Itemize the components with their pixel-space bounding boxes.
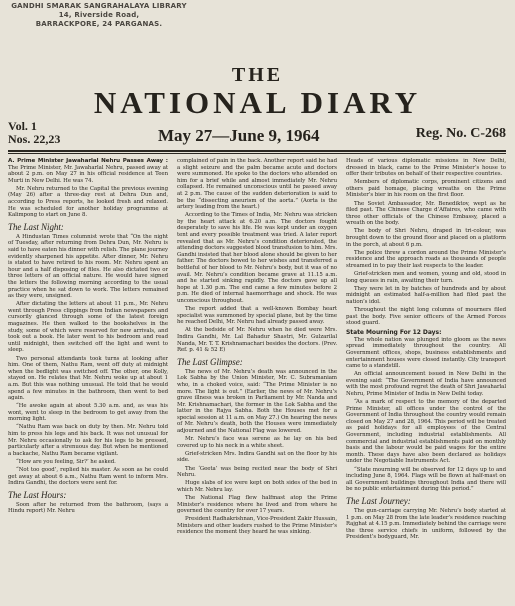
paragraph: After dictating the letters at about 11 p.m., Mr. Nehru went through Press clippings from Indian newspapers and cursorily glanced through some of the latest foreign magazines. He then walked to the bookshelves in the study, some of which were reserved for new arrivals, and took out a book. He later went to his bedroom and read until midnight, then switched off the light and went to sleep.	[8, 301, 168, 354]
paragraph: A Hindustan Times columnist wrote that “On the night of Tuesday, after returning from Dehra Dun, Mr. Nehru is said to have eaten his dinner with relish. The plane journey evidently sharpened his appetite. After dinner, Mr. Nehru is stated to have retired to his room. Mr. Nehru spent an hour and a half disposing of files. He also dictated two or three letters of an official nature. He would have signed the letters the following morning according to the usual practice when he sat down to work. The letters remained as they were, unsigned.	[8, 233, 168, 300]
paragraph: “Nathu Ram was back on duty by then. Mr. Nehru told him to press his legs and his back. It was not unusual for Mr. Nehru occasionally to ask for his legs to be pressed, particularly after a strenuous day. But when he mentioned a backache, Nathu Ram became vigilant.	[8, 424, 168, 457]
volume-number: Vol. 1	[8, 119, 37, 133]
masthead	[0, 64, 515, 120]
paragraph-text: At the bedside of Mr. Nehru when he died were Mrs. Indira Gandhi, Mr. Lal Bahadur Shastri, Mr. Gulzarilal Nanda, Mr. T. T. Krishnamachari besides the doctors.	[177, 327, 337, 347]
paragraph: The report added that a well-known Bombay heart specialist was summoned by special plane, but by the time he reached Delhi, Mr. Nehru had already passed away.	[177, 306, 337, 326]
article-body	[8, 158, 506, 604]
paragraph: The body of Shri Nehru, draped in tri-colour, was brought down to the ground floor and placed on a platform in the porch, at about 6 p.m.	[346, 228, 506, 248]
paragraph: The ‘Geeta’ was being recited near the body of Shri Nehru.	[177, 465, 337, 479]
paragraph: According to the Times of India, Mr. Nehru was stricken by the heart attack at 6.20 a.m. The doctors fought desperately to save his life. He was kept under an oxygen tent and every possible treatment was tried. A later report revealed that as Mr. Nehru’s condition deteriorated, the attending doctors suggested blood transfusion to him. Mrs. Gandhi insisted that her blood alone should be given to her father. The doctors bowed to her wishes and transferred a bottleful of her blood to Mr. Nehru’s body, but it was of no avail. Mr. Nehru’s condition became grave at 11.15 a.m. and he started sinking rapidly. The doctors gave up all hope at 1.30 p.m. The end came a few minutes before 2 p.m. He died of internal haemorrhage and shock. He was unconscious throughout.	[177, 212, 337, 304]
column-1	[8, 158, 168, 604]
section-heading: State Mourning For 12 Days:	[346, 328, 442, 336]
paragraph: Mr. Nehru returned to the Capital the previous evening (May 26) after a three-day rest at Dehra Dun and, according to Press reports, he looked fresh and relaxed. He was scheduled for another holiday programme at Kalimpong to start on June 8.	[8, 185, 168, 219]
paragraph: The Soviet Ambassador, Mr. Benediktov, wept as he filed past. The Chinese Charge d’Affaires, who came with three other officials of the Chinese Embassy, placed a wreath on the body.	[346, 200, 506, 227]
section-heading: The Last Glimpse:	[177, 356, 243, 367]
paragraph: The news of Mr. Nehru’s death was announced in the Lok Sabha by the Union Minister, Mr. C. Subramaniam who, in a choked voice, said: “The Prime Minister is no more. The light is out.” (Earlier, the news of Mr. Nehru’s grave illness was broken in Parliament by Mr. Nanda and Mr. Krishnamachari, the former in the Lok Sabha and the latter in the Rajya Sabha. Both the Houses met for a special session at 11 a.m. on May 27.) On hearing the news of Mr. Nehru’s death, both the Houses were immediately adjourned and the National Flag was lowered.	[177, 368, 337, 435]
paragraph: President Radhakrishnan, Vice-President Zakir Hussain, Ministers and other leaders rushed to the Prime Minister’s residence the moment they heard he was sinking.	[177, 516, 337, 536]
stamp-line: BARRACKPORE, 24 PARGANAS.	[35, 20, 163, 28]
column-2	[177, 158, 337, 604]
paragraph: Two personal attendants took turns at looking after him. One of them, Nathu Ram, went off duty at midnight when the bedlight was switched off. The other, one Kolly, stayed on. He relates that Mr. Nehru woke up at about 1 a.m. But this was nothing unusual. He told that he would spend a few minutes in the bathroom, then went to bed again.	[8, 355, 168, 402]
paragraph: Grief-stricken men and women, young and old, stood in long queues in rain, awaiting their turn.	[346, 271, 506, 284]
paragraph: “Not too good’, replied his master. As soon as he could get away at about 6 a.m., Nathu Ram went to inform Mrs. Indira Gandhi, the doctors were sent for.	[8, 467, 168, 487]
stamp-line: GANDHI SMARAK SANGRAHALAYA LIBRARY	[11, 2, 187, 10]
paragraph: “He awoke again at about 5.30 a.m. and, as was his wont, went to sleep in the bedroom to get away from the morning light.	[8, 403, 168, 423]
lead-paragraph	[8, 158, 168, 184]
paragraph: complained of pain in the back. Another report said he had a slight seizure and the palm became acute and doctors were summoned. He spoke to the doctors who attended on him for a brief while and almost immediately Mr. Nehru collapsed. He remained unconscious until he passed away at 2 p.m. The cause of the sudden deterioration is said to be the “dissecting aneurism of the aorta.” (Aorta is the artery leading from the heart.)	[177, 158, 337, 211]
header-rule	[8, 153, 506, 154]
paragraph: Grief-stricken Mrs. Indira Gandhi sat on the floor by his side.	[177, 450, 337, 464]
paragraph: Throughout the night long columns of mourners filed past the body. Five senior officers of the Armed Forces stood guard.	[346, 306, 506, 327]
paragraph: They were let in by batches of hundreds and by about midnight an estimated half-a-million had filed past the nation’s idol.	[346, 285, 506, 305]
paragraph: The whole nation was plunged into gloom as the news spread immediately throughout the country. All Government offices, shops, business establishments and entertainment houses were closed instantly. City transport came to a standstill.	[346, 336, 506, 370]
registration-number: Reg. No. C-268	[415, 126, 506, 141]
paragraph: The police threw a cordon around the Prime Minister’s residence and the approach roads as thousands of people streamed in to pay their last respects to the leader.	[346, 249, 506, 269]
issue-info-bar	[8, 118, 506, 152]
volume-info	[8, 120, 60, 146]
stamp-line: 14, Riverside Road,	[58, 11, 140, 19]
paragraph: Mr. Nehru’s face was serene as he lay on his bed covered up to his neck in a white sheet.	[177, 436, 337, 449]
lead-text: The Prime Minister, Mr. Jawaharlal Nehru, passed away at about 2 p.m. on May 27 in his official residence at Teen Murti in New Delhi. He was 74.	[8, 164, 168, 184]
paragraph: Huge slabs of ice were kept on both sides of the bed in which Mr. Nehru lay.	[177, 480, 337, 493]
paragraph	[177, 327, 337, 353]
paragraph: The National Flag flew halfmast atop the Prime Minister’s residence where he lived and from where he governed the country for over 17 years.	[177, 494, 337, 515]
paragraph: An official announcement issued in New Delhi in the evening said: “The Government of India have announced with the most profound regret the death of Shri Jawaharlal Nehru, Prime Minister of India in New Delhi today.	[346, 371, 506, 397]
publication-title: NATIONAL DIARY	[93, 85, 422, 120]
section-heading: The Last Hours:	[8, 489, 67, 500]
header-rule	[8, 150, 506, 152]
masthead-the: THE	[231, 64, 284, 86]
issue-date: May 27—June 9, 1964	[158, 126, 320, 145]
paragraph: Members of diplomatic corps, prominent citizens and others paid homage, placing wreaths on the Prime Minister’s bier in his room on the first floor.	[346, 179, 506, 199]
section-heading: The Last Night:	[8, 221, 64, 232]
lead-heading: A. Prime Minister Jawaharlal Nehru Passes Away :	[8, 158, 168, 164]
paragraph: Soon after he returned from the bathroom, (says a Hindu report) Mr. Nehru	[8, 501, 168, 515]
issue-numbers: Nos. 22,23	[8, 132, 61, 146]
section-heading: The Last Journey:	[346, 495, 411, 506]
reference-note: (Prev. Ref. p. 41 & 52 E)	[177, 340, 337, 354]
paragraph: “How are you feeling, Sir?’ he asked.	[16, 458, 116, 465]
column-3	[346, 158, 506, 604]
library-stamp	[4, 2, 194, 29]
paragraph: Heads of various diplomatic missions in New Delhi, dressed in black, came to the Prime Minister’s house to offer their tributes on behalf of their respective countries.	[346, 158, 506, 178]
paragraph: The gun-carriage carrying Mr. Nehru’s body started at 1 p.m. on May 28 from the late leader’s residence reaching Rajghat at 4.15 p.m. Immediately behind the carriage were the three service chiefs in uniform, followed by the President’s bodyguard, Mr.	[346, 507, 506, 541]
paragraph: “State mourning will be observed for 12 days up to and including June 8, 1964. Flags will be flown at half-mast on all Government buildings throughout India and there will be no public entertainment during this period.”	[346, 466, 506, 493]
paragraph: “As a mark of respect to the memory of the departed Prime Minister, all offices under the control of the Government of India throughout the country would remain closed on May 27 and 28, 1964. This period will be treated as paid holidays for all employees of the Central Government, including industrial establishments. All commercial and industrial establishments paid on monthly basis and the labour would be paid wages for the entire month. These days have also been declared as holidays under the Negotiable Instruments Act.	[346, 399, 506, 465]
